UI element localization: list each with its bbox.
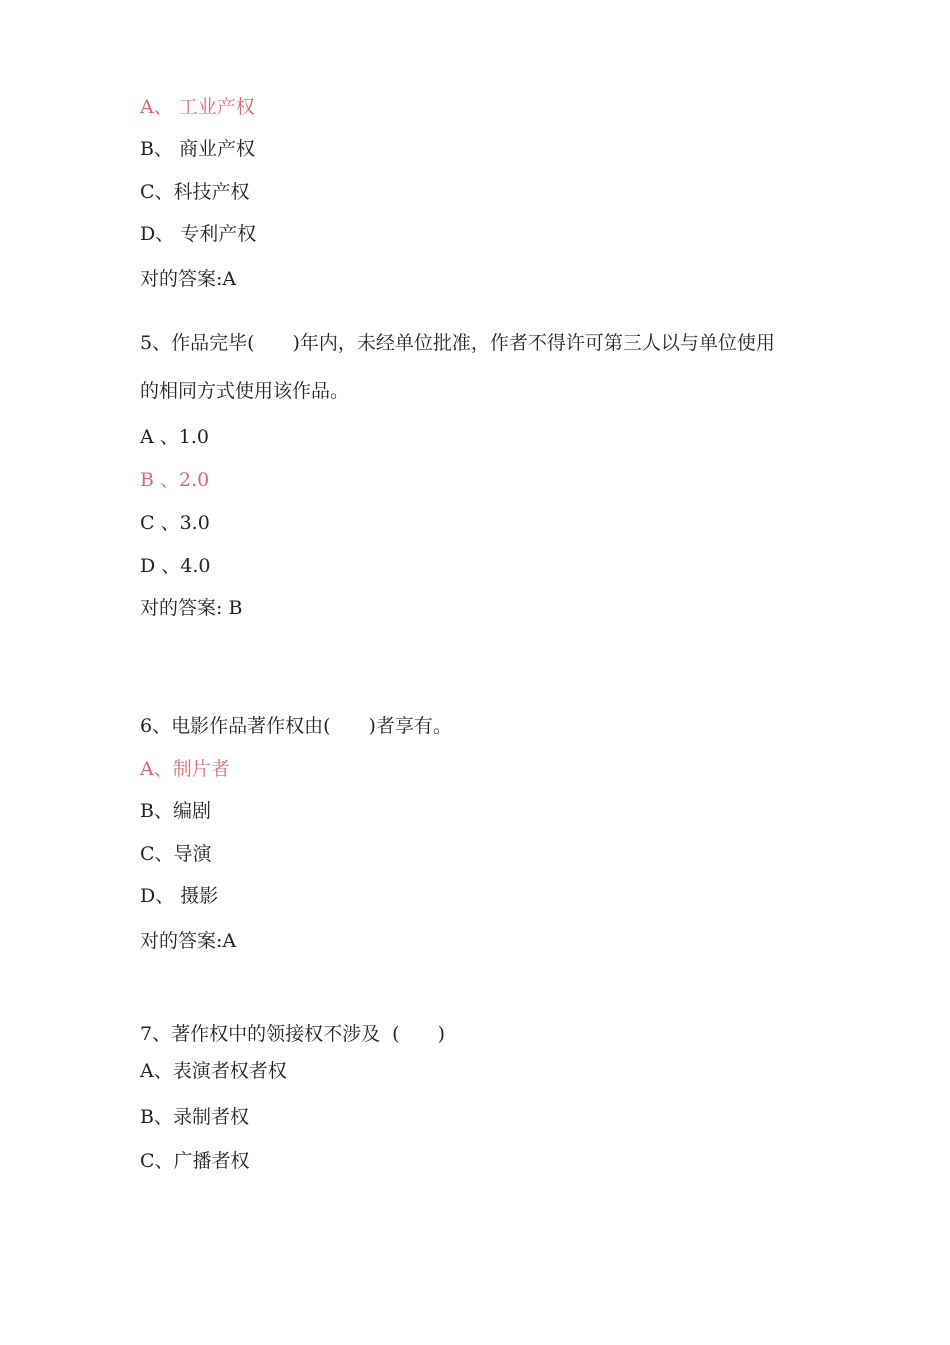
- q6-option-d: D、 摄影: [140, 885, 219, 907]
- q7-option-c: C、广播者权: [140, 1150, 250, 1172]
- q4-answer: 对的答案:A: [140, 268, 237, 290]
- q6-option-c: C、导演: [140, 843, 212, 865]
- q6-question: 6、电影作品著作权由( )者享有。: [140, 715, 452, 737]
- q6-option-b: B、编剧: [140, 800, 211, 822]
- q5-option-a: A 、1.0: [140, 426, 209, 448]
- q7-question: 7、著作权中的领接权不涉及 ( ): [140, 1023, 445, 1045]
- q4-option-a: A、 工业产权: [140, 96, 255, 118]
- q6-answer: 对的答案:A: [140, 930, 237, 952]
- q5-answer: 对的答案: B: [140, 597, 243, 619]
- q4-option-c: C、科技产权: [140, 181, 250, 203]
- q5-option-c: C 、3.0: [140, 512, 210, 534]
- q5-option-d: D 、4.0: [140, 555, 211, 577]
- q5-option-b: B 、2.0: [140, 469, 210, 491]
- q7-option-b: B、录制者权: [140, 1106, 249, 1128]
- q4-option-b: B、 商业产权: [140, 138, 256, 160]
- q5-question-line2: 的相同方式使用该作品。: [140, 380, 350, 402]
- q5-question-line1: 5、作品完毕( )年内，未经单位批准，作者不得许可第三人以与单位使用: [140, 332, 775, 354]
- q7-option-a: A、表演者权者权: [140, 1060, 287, 1082]
- q6-option-a: A、制片者: [140, 758, 230, 780]
- q4-option-d: D、 专利产权: [140, 223, 257, 245]
